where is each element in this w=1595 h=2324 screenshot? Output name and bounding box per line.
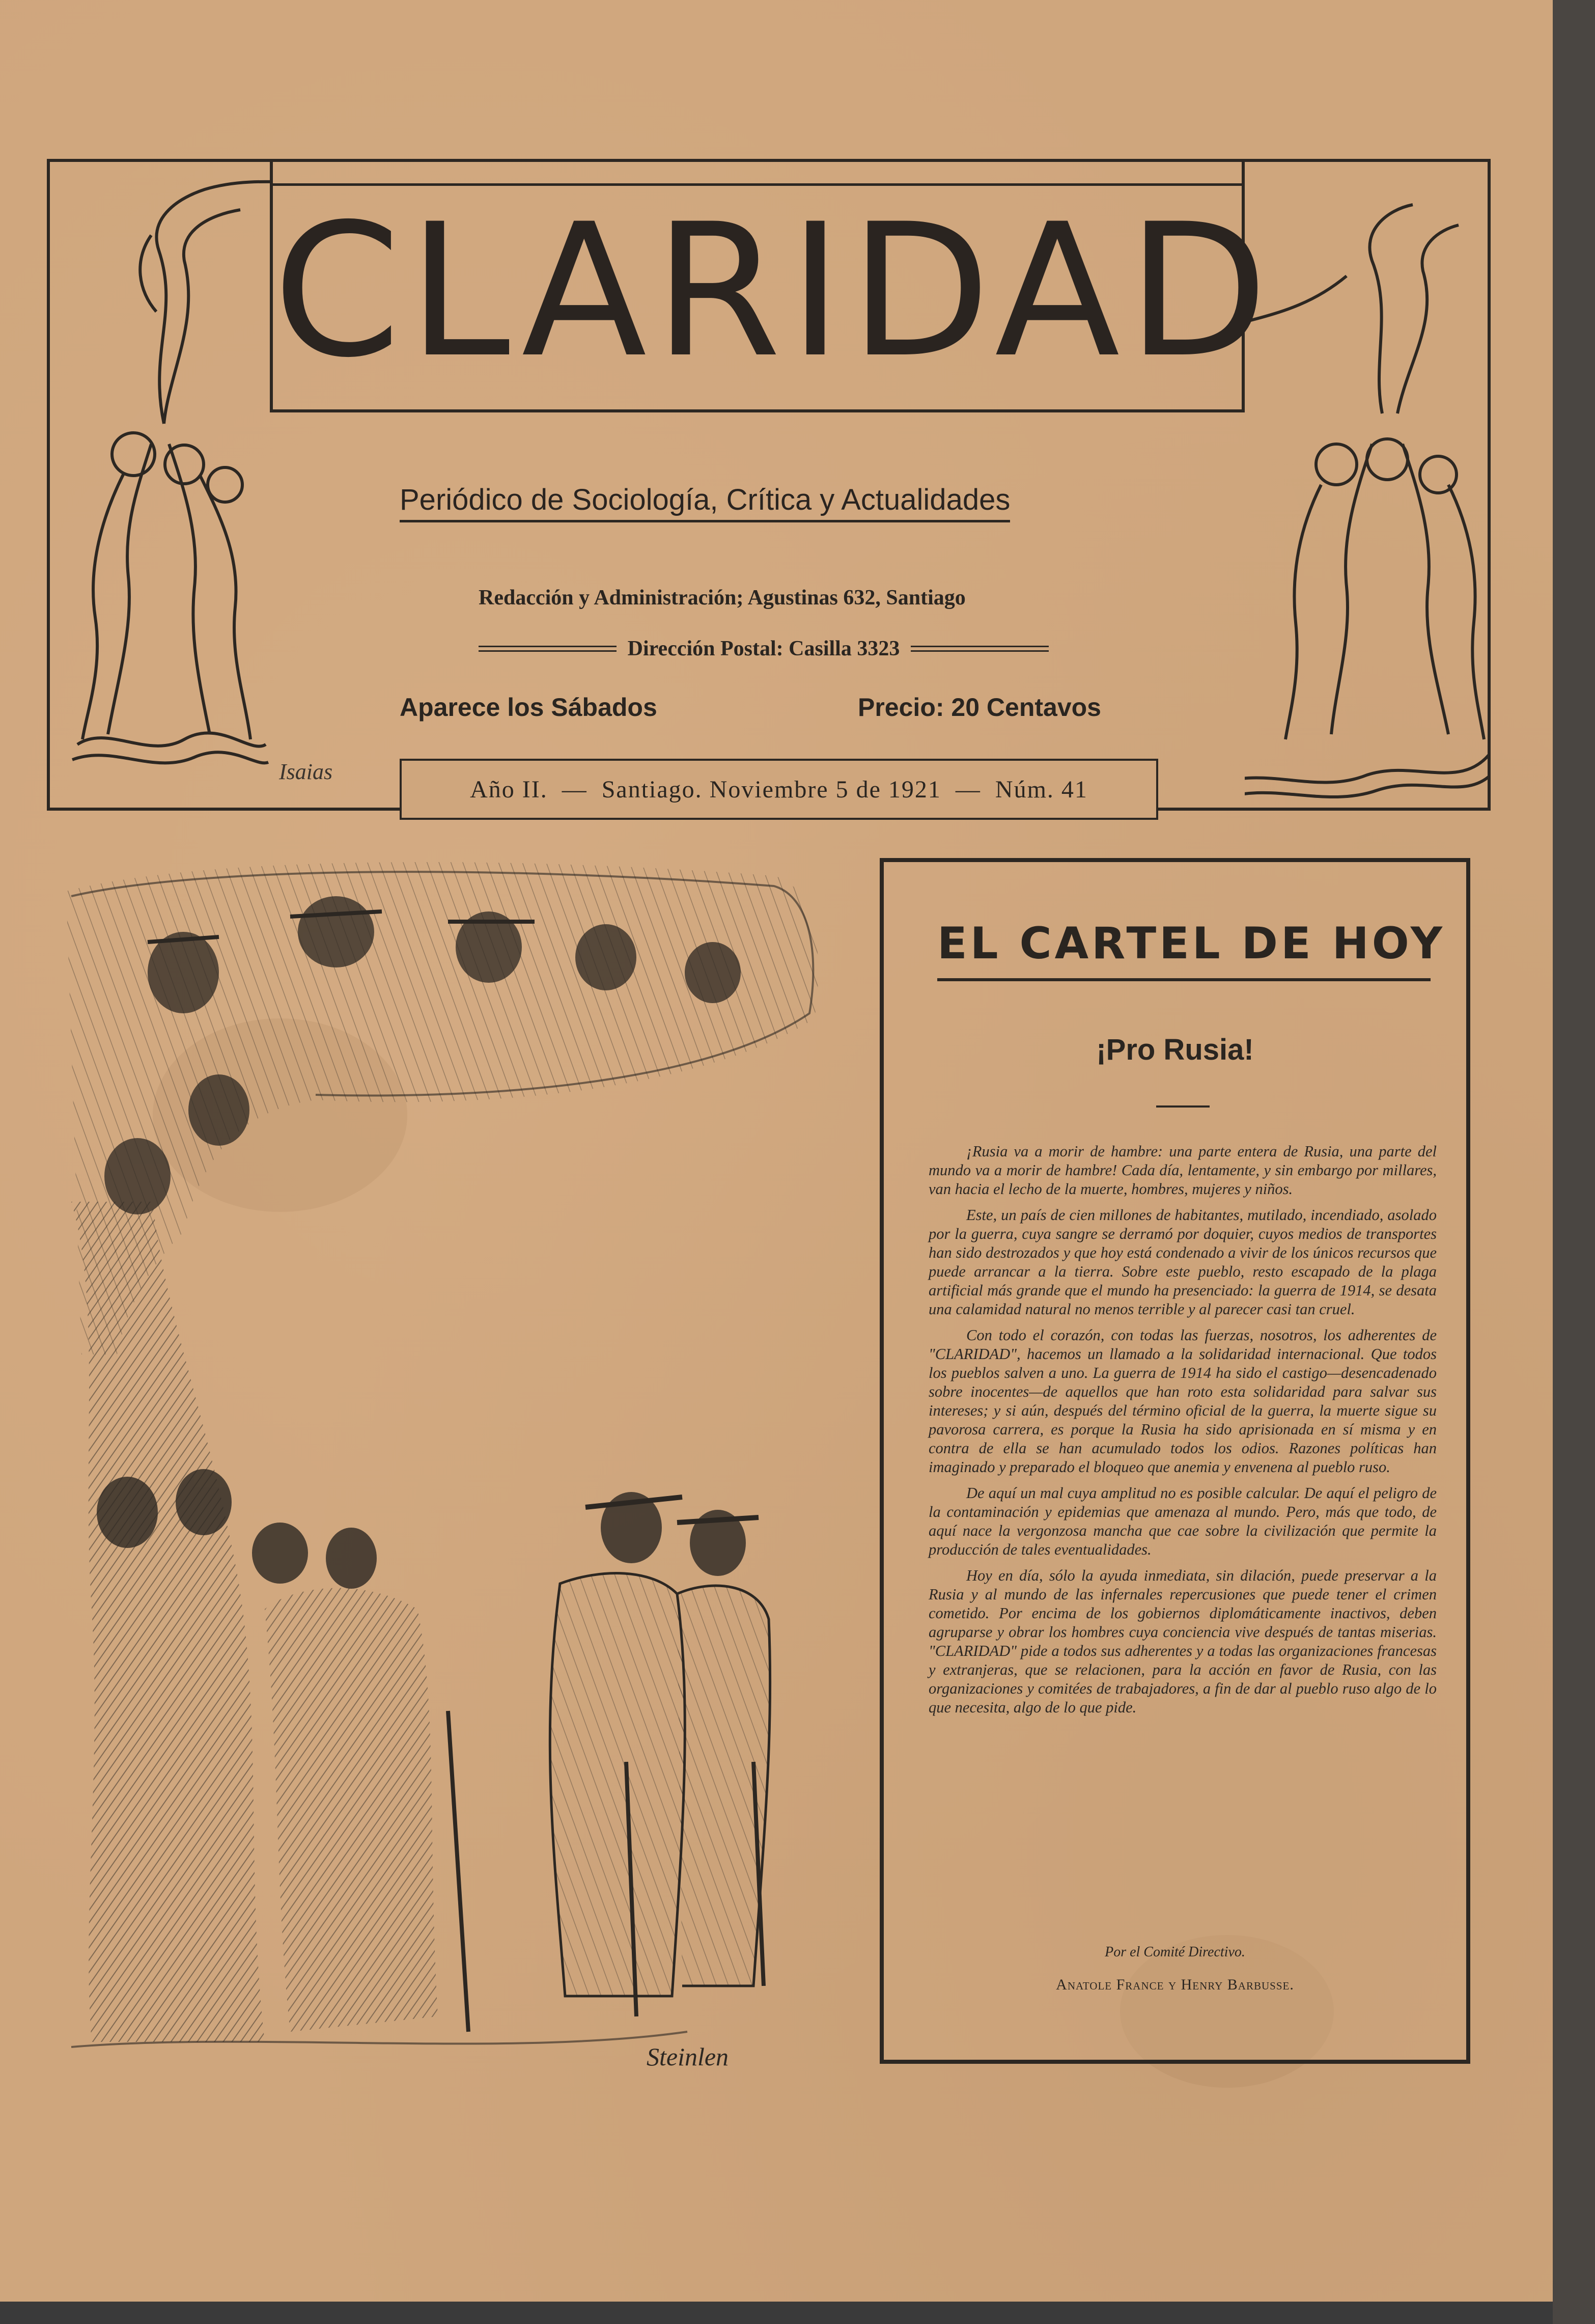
newspaper-subtitle: Periódico de Sociología, Crítica y Actualidades bbox=[400, 483, 1010, 522]
cartel-box bbox=[880, 858, 1470, 2064]
double-rule bbox=[479, 646, 617, 652]
masthead-left-ornament bbox=[47, 159, 270, 811]
page-edge bbox=[1553, 0, 1595, 2324]
newspaper-title: CLARIDAD bbox=[273, 184, 1276, 398]
short-rule bbox=[1156, 1105, 1210, 1108]
issue-separator: — bbox=[955, 776, 981, 803]
publication-days: Aparece los Sábados bbox=[400, 693, 657, 722]
postal-text: Dirección Postal: Casilla 3323 bbox=[627, 637, 900, 660]
address-line: Redacción y Administración; Agustinas 632, Santiago bbox=[479, 586, 966, 610]
article-paragraph: De aquí un mal cuya amplitud no es posible calcular. De aquí el peligro de la contaminación y epidemias que amenaza al mundo. Pero, más que todo, de aquí nace la vergonzosa mancha que cae sobre la civilización que permite la producción de tales eventualidades. bbox=[929, 1484, 1437, 1558]
issue-year: Año II. bbox=[470, 776, 548, 803]
refugees-illustration bbox=[51, 845, 845, 2093]
double-rule bbox=[911, 646, 1049, 652]
article-paragraph: ¡Rusia va a morir de hambre: una parte entera de Rusia, una parte del mundo va a morir de hambre! Cada día, lentamente, y sin embargo por millares, van hacia el lecho de la muerte, hombres, mujeres y niños. bbox=[929, 1143, 1437, 1198]
figures-torch-left-icon bbox=[47, 159, 270, 811]
article-paragraph: Con todo el corazón, con todas las fuerzas, nosotros, los adherentes de "CLARIDAD", hacemos un llamado a la solidaridad internacional. Que todos los pueblos salven a uno. La guerra de 1914 ha sido el castigo—desencadenado sobre inocentes—de aquellos que han roto esta solidaridad para salvar sus intereses; y si aún, después del término oficial de la guerra, la muerte sigue su pavorosa carrera, es porque la Rusia ha sido aprisionada en sí misma y en contra de ella se han acumulado todos los odios. Razones políticas han imaginado y preparado el bloqueo que anemia y envenena al pueblo ruso. bbox=[929, 1326, 1437, 1476]
byline: Por el Comité Directivo. bbox=[1105, 1944, 1245, 1960]
title-box bbox=[270, 159, 1276, 412]
illustrator-signature: Steinlen bbox=[647, 2042, 729, 2071]
artist-signature: Isaias bbox=[279, 759, 333, 784]
authors: Anatole France y Henry Barbusse. bbox=[1056, 1976, 1294, 1993]
cartel-title: EL CARTEL DE HOY bbox=[937, 918, 1431, 981]
article-paragraph: Este, un país de cien millones de habitantes, mutilado, incendiado, asolado por la guerra, cuya sangre se derramó por doquier, cuyos medios de transportes han sido destrozados y que hoy está condenado a vivir de los únicos recursos que puede arrancar a la tierra. Sobre este pueblo, resto escapado de la plaga artificial más grande que el mundo ha presenciado: la guerra de 1914, se desata una calamidad natural no menos terrible y al parecer casi tan cruel. bbox=[929, 1206, 1437, 1318]
issue-separator: — bbox=[562, 776, 587, 803]
article-body bbox=[929, 1142, 1437, 1724]
price: Precio: 20 Centavos bbox=[858, 693, 1101, 722]
issue-info bbox=[400, 759, 1158, 820]
figures-torch-right-icon bbox=[1245, 159, 1491, 811]
postal-line bbox=[479, 637, 1049, 661]
article-paragraph: Hoy en día, sólo la ayuda inmediata, sin dilación, puede preservar a la Rusia y al mundo de las infernales repercusiones que puede tener el crimen cometido. Por encima de los gobiernos diplomáticamente inactivos, deben agruparse y obrar los hombres cuya conciencia vive después de tantas miserias. "CLARIDAD" pide a todos sus adherentes y a todas las organizaciones francesas y extranjeras, que se relacionen, para la acción en favor de Rusia, con las organizaciones y comitées de trabajadores, a fin de dar al pueblo ruso algo de lo que necesita, algo de lo que pide. bbox=[929, 1567, 1437, 1716]
masthead-right-ornament bbox=[1245, 159, 1491, 811]
issue-number: Núm. 41 bbox=[995, 776, 1088, 803]
cartel-subtitle: ¡Pro Rusia! bbox=[1096, 1033, 1254, 1066]
refugees-drawing-icon bbox=[51, 845, 845, 2093]
issue-date: Santiago. Noviembre 5 de 1921 bbox=[601, 776, 941, 803]
